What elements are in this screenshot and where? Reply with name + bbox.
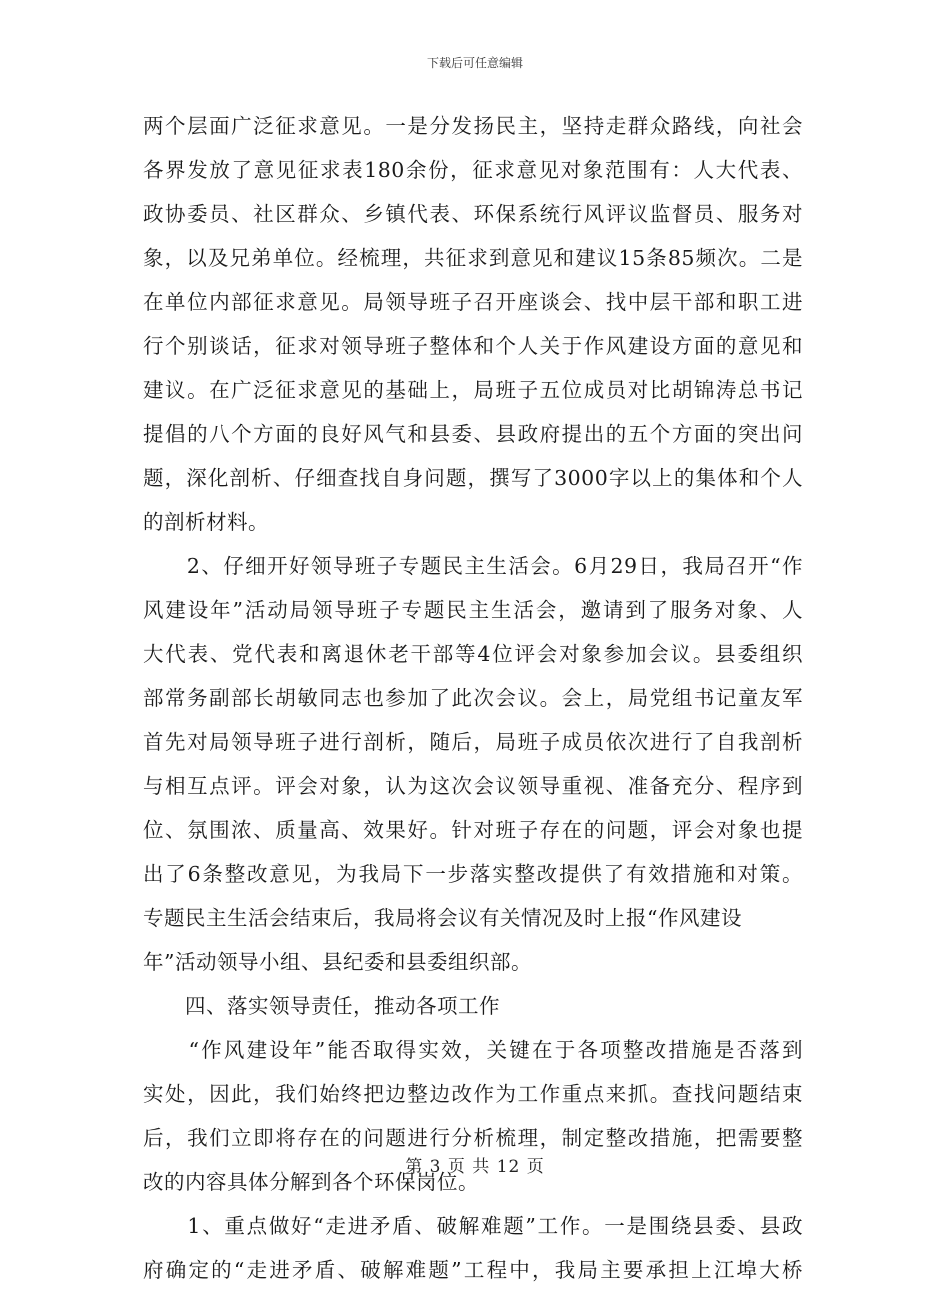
text-line: 位、氛围浓、质量高、效果好。针对班子存在的问题，评会对象也提	[143, 818, 803, 842]
text-line: 行个别谈话，征求对领导班子整体和个人关于作风建设方面的意见和	[143, 334, 803, 358]
text-line: 出了6条整改意见，为我局下一步落实整改提供了有效措施和对策。	[143, 862, 803, 886]
text-line: 大代表、党代表和离退休老干部等4位评会对象参加会议。县委组织	[143, 642, 803, 666]
text-line: 2、仔细开好领导班子专题民主生活会。6月29日，我局召开“作	[143, 554, 803, 578]
text-line: 1、重点做好“走进矛盾、破解难题”工作。一是围绕县委、县政	[143, 1214, 803, 1238]
text-line: 两个层面广泛征求意见。一是分发扬民主，坚持走群众路线，向社会	[143, 114, 803, 138]
text-line: 后，我们立即将存在的问题进行分析梳理，制定整改措施，把需要整	[143, 1126, 803, 1150]
page-header: 下载后可任意编辑	[426, 56, 523, 70]
text-line: 在单位内部征求意见。局领导班子召开座谈会、找中层干部和职工进	[143, 290, 803, 314]
text-line: 府确定的“走进矛盾、破解难题”工程中，我局主要承担上江埠大桥	[143, 1258, 803, 1282]
page-number: 第 3 页 共 12 页	[405, 1157, 545, 1177]
text-line: 提倡的八个方面的良好风气和县委、县政府提出的五个方面的突出问	[143, 422, 803, 446]
text-line: 建议。在广泛征求意见的基础上，局班子五位成员对比胡锦涛总书记	[143, 378, 803, 402]
text-line: 与相互点评。评会对象，认为这次会议领导重视、准备充分、程序到	[143, 774, 803, 798]
text-line: 象，以及兄弟单位。经梳理，共征求到意见和建议15条85频次。二是	[143, 246, 803, 270]
text-line: 政协委员、社区群众、乡镇代表、环保系统行风评议监督员、服务对	[143, 202, 803, 226]
text-line: 实处，因此，我们始终把边整边改作为工作重点来抓。查找问题结束	[143, 1082, 803, 1106]
text-line: 风建设年”活动局领导班子专题民主生活会，邀请到了服务对象、人	[143, 598, 803, 622]
text-line: 部常务副部长胡敏同志也参加了此次会议。会上，局党组书记童友军	[143, 686, 803, 710]
text-line: 改的内容具体分解到各个环保岗位。	[143, 1170, 479, 1194]
text-line: 四、落实领导责任，推动各项工作	[143, 994, 500, 1018]
document-body	[143, 104, 803, 1292]
text-line: 年”活动领导小组、县纪委和县委组织部。	[143, 950, 532, 974]
text-line: 的剖析材料。	[143, 510, 269, 534]
text-line: “作风建设年”能否取得实效，关键在于各项整改措施是否落到	[143, 1038, 803, 1062]
text-line: 题，深化剖析、仔细查找自身问题，撰写了3000字以上的集体和个人	[143, 466, 803, 490]
text-line: 各界发放了意见征求表180余份，征求意见对象范围有：人大代表、	[143, 158, 803, 182]
text-line: 首先对局领导班子进行剖析，随后，局班子成员依次进行了自我剖析	[143, 730, 803, 754]
text-line: 专题民主生活会结束后，我局将会议有关情况及时上报“作风建设	[143, 906, 742, 930]
